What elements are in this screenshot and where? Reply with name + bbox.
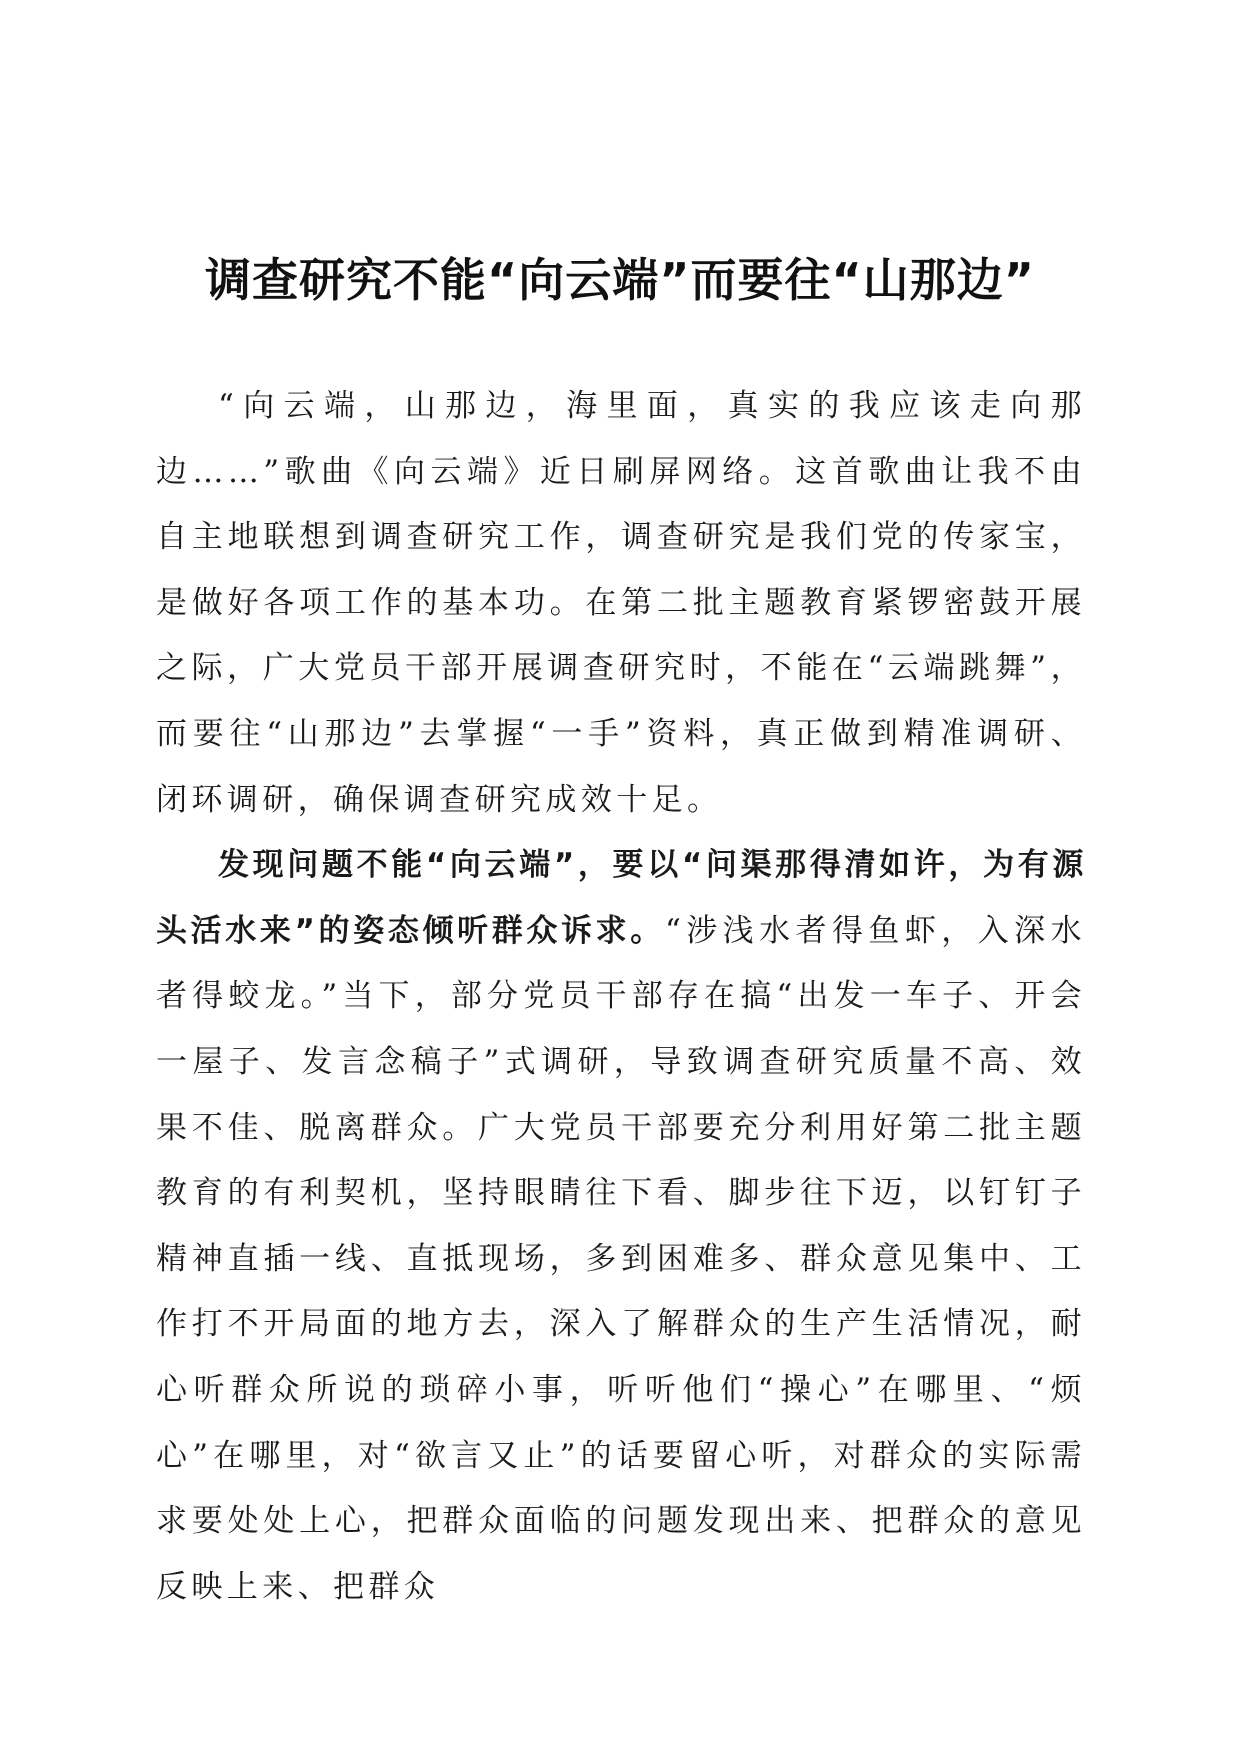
paragraph-intro-text: “向云端，山那边，海里面，真实的我应该走向那边……”歌曲《向云端》近日刷屏网络。这首歌曲让我不由自主地联想到调查研究工作，调查研究是我们党的传家宝，是做好各项工作的基本功。在第二批主题教育紧锣密鼓开展之际，广大党员干部开展调查研究时，不能在“云端跳舞”，而要往“山那边”去掌握“一手”资料，真正做到精准调研、闭环调研，确保调查研究成效十足。 <box>156 388 1086 818</box>
paragraph-body-text: “涉浅水者得鱼虾，入深水者得蛟龙。”当下，部分党员干部存在搞“出发一车子、开会一屋子、发言念稿子”式调研，导致调查研究质量不高、效果不佳、脱离群众。广大党员干部要充分利用好第二批主题教育的有利契机，坚持眼睛往下看、脚步往下迈，以钉钉子精神直插一线、直抵现场，多到困难多、群众意见集中、工作打不开局面的地方去，深入了解群众的生产生活情况，耐心听群众所说的琐碎小事，听听他们“操心”在哪里、“烦心”在哪里，对“欲言又止”的话要留心听，对群众的实际需求要处处上心，把群众面临的问题发现出来、把群众的意见反映上来、把群众 <box>156 912 1086 1605</box>
paragraph-lead-sentence: 发现问题不能“向云端”，要以“问渠那得清如许，为有源头活水来”的姿态倾听群众诉求。 <box>156 847 1086 949</box>
document-body <box>156 374 1086 1620</box>
paragraph-discover-problems <box>156 833 1086 1620</box>
paragraph-intro <box>156 374 1086 833</box>
document-title: 调查研究不能“向云端”而要往“山那边” <box>205 253 1035 307</box>
